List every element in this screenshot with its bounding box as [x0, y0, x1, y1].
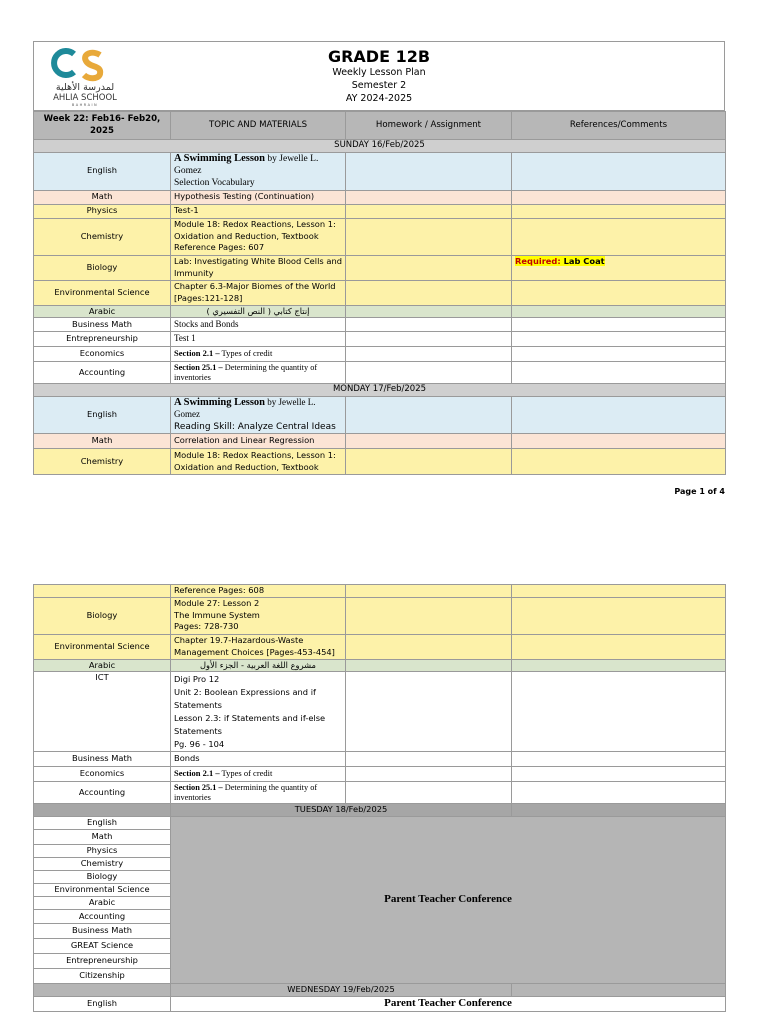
subject-cell: Biology	[34, 255, 171, 280]
table-row	[34, 434, 726, 449]
subject-cell: Chemistry	[34, 218, 171, 255]
table-row	[34, 255, 726, 280]
subject-cell: Economics	[34, 347, 171, 362]
subject-cell: Business Math	[34, 318, 171, 332]
subject-cell: Arabic	[34, 305, 171, 318]
table-row	[34, 280, 726, 305]
subject-cell: Chemistry	[34, 858, 171, 871]
table-row	[34, 318, 726, 332]
subject-cell: Accounting	[34, 362, 171, 384]
table-row	[34, 362, 726, 384]
day-row-tuesday	[34, 804, 726, 817]
topic-cell: Reference Pages: 608	[171, 585, 346, 598]
table-row	[34, 672, 726, 752]
topic-cell: Module 18: Redox Reactions, Lesson 1: Oxidation and Reduction, Textbook Reference Pages: 607	[171, 218, 346, 255]
school-name-ar: لمدرسة الأهلية	[55, 82, 115, 93]
table-row	[34, 396, 726, 434]
parent-teacher-conference: Parent Teacher Conference	[171, 997, 726, 1012]
required-label: Required:	[515, 255, 561, 266]
subject-cell: Chemistry	[34, 449, 171, 475]
topic-cell: Chapter 19.7-Hazardous-Waste Management Choices [Pages-453-454]	[171, 634, 346, 659]
page-title: GRADE 12B	[327, 47, 431, 66]
table-row	[34, 218, 726, 255]
subject-cell: Environmental Science	[34, 884, 171, 897]
subject-cell: Biology	[34, 871, 171, 884]
day-label: WEDNESDAY 19/Feb/2025	[171, 984, 512, 997]
table-row	[34, 449, 726, 475]
table-row	[34, 752, 726, 767]
subject-cell: Arabic	[34, 659, 171, 672]
topic-cell: Correlation and Linear Regression	[171, 434, 346, 449]
topic-cell: Bonds	[171, 752, 346, 767]
subject-cell: Math	[34, 434, 171, 449]
day-label: TUESDAY 18/Feb/2025	[171, 804, 512, 817]
topic-cell: Test-1	[171, 204, 346, 218]
table-row	[34, 597, 726, 634]
subject-cell: Business Math	[34, 752, 171, 767]
subject-cell: Entrepreneurship	[34, 954, 171, 969]
topic-cell: Hypothesis Testing (Continuation)	[171, 190, 346, 204]
table-row	[34, 204, 726, 218]
table-row	[34, 305, 726, 318]
parent-teacher-conference: Parent Teacher Conference	[171, 817, 726, 984]
topic-cell: Module 18: Redox Reactions, Lesson 1: Oxidation and Reduction, Textbook	[171, 449, 346, 475]
day-row-wednesday	[34, 984, 726, 997]
subject-cell: Citizenship	[34, 969, 171, 984]
subject-cell: GREAT Science	[34, 939, 171, 954]
subject-cell: Environmental Science	[34, 280, 171, 305]
table-row	[34, 659, 726, 672]
subject-cell: English	[34, 152, 171, 190]
table-row	[34, 585, 726, 598]
table-row	[34, 332, 726, 347]
subject-cell: English	[34, 396, 171, 434]
topic-cell: Stocks and Bonds	[171, 318, 346, 332]
homework-cell	[346, 152, 512, 190]
subject-cell: Business Math	[34, 924, 171, 939]
topic-cell: Section 2.1 – Types of credit	[171, 347, 346, 362]
subject-cell: Economics	[34, 767, 171, 782]
table-row	[34, 767, 726, 782]
topic-cell: Module 27: Lesson 2 The Immune System Pages: 728-730	[171, 597, 346, 634]
table-row	[34, 817, 726, 830]
table-row	[34, 997, 726, 1012]
day-label: SUNDAY 16/Feb/2025	[34, 140, 726, 153]
subject-cell: Environmental Science	[34, 634, 171, 659]
subject-cell: English	[34, 997, 171, 1012]
topic-cell: Section 2.1 – Types of credit	[171, 767, 346, 782]
references-cell	[512, 152, 726, 190]
subject-cell: Accounting	[34, 910, 171, 924]
subject-cell: Physics	[34, 204, 171, 218]
lesson-plan-table-page1	[33, 111, 726, 475]
topic-cell: Section 25.1 – Determining the quantity of inventories	[171, 782, 346, 804]
topic-header: TOPIC AND MATERIALS	[171, 112, 346, 140]
day-label: MONDAY 17/Feb/2025	[34, 384, 726, 397]
subject-cell: ICT	[34, 672, 171, 752]
subject-cell: English	[34, 817, 171, 830]
subject-cell: Math	[34, 190, 171, 204]
table-row	[34, 152, 726, 190]
academic-year: AY 2024-2025	[345, 93, 413, 104]
plan-subtitle: Weekly Lesson Plan	[332, 67, 426, 78]
school-name-en: AHLIA SCHOOL	[53, 93, 117, 103]
references-header: References/Comments	[512, 112, 726, 140]
references-cell	[512, 255, 726, 280]
subject-cell: Biology	[34, 597, 171, 634]
school-country: BAHRAIN	[71, 103, 99, 107]
subject-cell: Accounting	[34, 782, 171, 804]
topic-cell: Section 25.1 – Determining the quantity of inventories	[171, 362, 346, 384]
day-row-monday	[34, 384, 726, 397]
table-row	[34, 634, 726, 659]
title-block	[33, 41, 725, 111]
day-row-sunday	[34, 140, 726, 153]
topic-cell: Chapter 6.3-Major Biomes of the World [Pages:121-128]	[171, 280, 346, 305]
topic-cell: Lab: Investigating White Blood Cells and Immunity	[171, 255, 346, 280]
semester: Semester 2	[351, 80, 407, 91]
topic-cell: مشروع اللغة العربية - الجزء الأول	[171, 659, 346, 672]
subject-cell: Physics	[34, 845, 171, 858]
column-header-row	[34, 112, 726, 140]
subject-cell: Arabic	[34, 897, 171, 910]
page-number: Page 1 of 4	[674, 487, 725, 496]
table-row	[34, 190, 726, 204]
subject-cell: Entrepreneurship	[34, 332, 171, 347]
topic-cell: إنتاج كتابي ( النص التفسيري )	[171, 305, 346, 318]
topic-cell: Test 1	[171, 332, 346, 347]
subject-cell: Math	[34, 830, 171, 845]
lesson-plan-table-page2	[33, 584, 726, 1012]
homework-header: Homework / Assignment	[346, 112, 512, 140]
required-value: Lab Coat	[560, 255, 605, 266]
topic-cell: A Swimming Lesson by Jewelle L. Gomez Selection Vocabulary	[171, 152, 346, 190]
topic-cell: A Swimming Lesson by Jewelle L. Gomez Reading Skill: Analyze Central Ideas	[171, 396, 346, 434]
topic-cell: Digi Pro 12 Unit 2: Boolean Expressions and if Statements Lesson 2.3: if Statements and if-else Statements Pg. 96 - 104	[171, 672, 346, 752]
table-row	[34, 782, 726, 804]
table-row	[34, 347, 726, 362]
week-header: Week 22: Feb16- Feb20, 2025	[34, 112, 171, 140]
